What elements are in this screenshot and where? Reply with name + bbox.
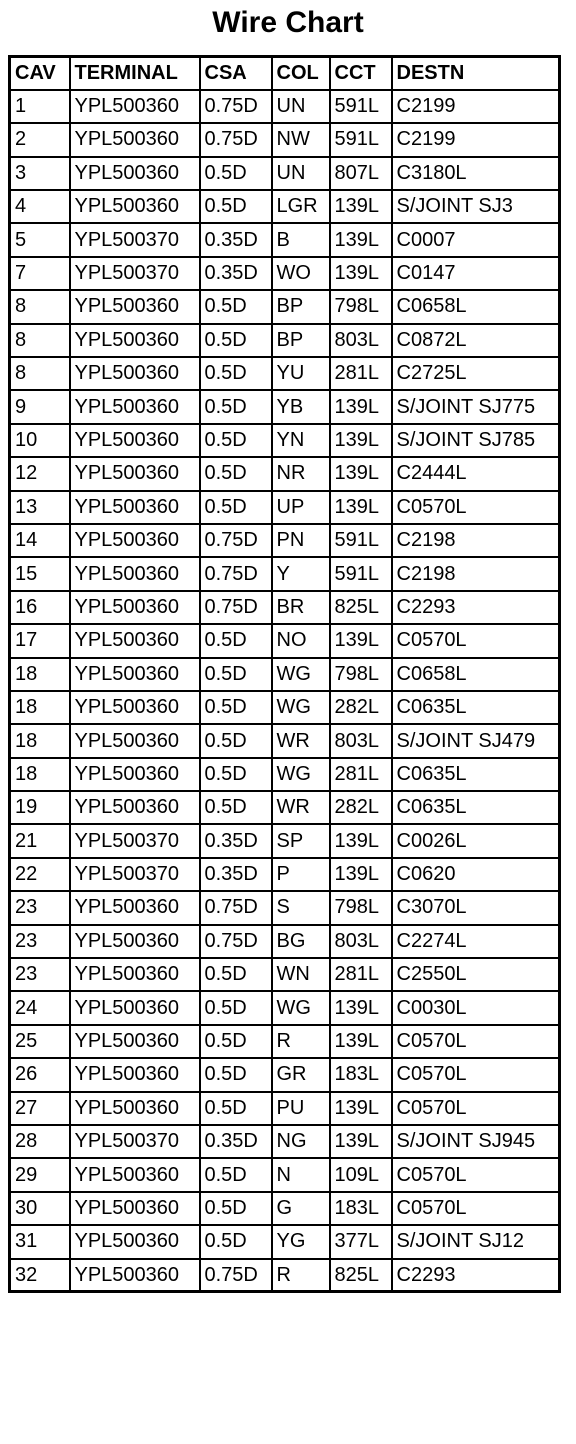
cell-cav: 25 — [10, 1025, 70, 1058]
table-row — [10, 791, 560, 824]
cell-cct: 377L — [330, 1225, 392, 1258]
table-row — [10, 190, 560, 223]
cell-destn: C0872L — [392, 324, 560, 357]
cell-col: BP — [272, 290, 330, 323]
cell-col: WG — [272, 691, 330, 724]
cell-csa: 0.75D — [200, 591, 272, 624]
cell-cct: 591L — [330, 90, 392, 123]
table-row — [10, 691, 560, 724]
cell-terminal: YPL500360 — [70, 457, 200, 490]
cell-cct: 139L — [330, 824, 392, 857]
cell-cct: 139L — [330, 1092, 392, 1125]
cell-cav: 18 — [10, 724, 70, 757]
cell-terminal: YPL500360 — [70, 557, 200, 590]
cell-cct: 803L — [330, 724, 392, 757]
cell-csa: 0.5D — [200, 958, 272, 991]
cell-cav: 2 — [10, 123, 70, 156]
cell-cct: 139L — [330, 390, 392, 423]
cell-csa: 0.5D — [200, 457, 272, 490]
cell-cct: 798L — [330, 891, 392, 924]
cell-csa: 0.75D — [200, 891, 272, 924]
cell-cct: 139L — [330, 424, 392, 457]
cell-csa: 0.5D — [200, 1025, 272, 1058]
cell-csa: 0.5D — [200, 1158, 272, 1191]
cell-cav: 24 — [10, 991, 70, 1024]
table-row — [10, 1092, 560, 1125]
cell-cav: 15 — [10, 557, 70, 590]
cell-col: B — [272, 223, 330, 256]
cell-cct: 282L — [330, 691, 392, 724]
cell-cct: 825L — [330, 591, 392, 624]
cell-col: G — [272, 1192, 330, 1225]
cell-col: UP — [272, 491, 330, 524]
cell-col: NO — [272, 624, 330, 657]
cell-destn: C0570L — [392, 1092, 560, 1125]
cell-destn: C2725L — [392, 357, 560, 390]
cell-destn: C0026L — [392, 824, 560, 857]
cell-terminal: YPL500370 — [70, 223, 200, 256]
cell-destn: C0030L — [392, 991, 560, 1024]
table-row — [10, 824, 560, 857]
cell-cav: 8 — [10, 357, 70, 390]
cell-csa: 0.75D — [200, 123, 272, 156]
cell-destn: C0635L — [392, 791, 560, 824]
cell-cav: 21 — [10, 824, 70, 857]
cell-cav: 8 — [10, 324, 70, 357]
cell-csa: 0.5D — [200, 624, 272, 657]
table-row — [10, 858, 560, 891]
cell-cct: 803L — [330, 324, 392, 357]
cell-csa: 0.35D — [200, 257, 272, 290]
cell-cav: 13 — [10, 491, 70, 524]
table-row — [10, 557, 560, 590]
cell-cav: 26 — [10, 1058, 70, 1091]
column-header-cav: CAV — [10, 57, 70, 90]
cell-csa: 0.5D — [200, 1092, 272, 1125]
cell-col: WO — [272, 257, 330, 290]
cell-col: SP — [272, 824, 330, 857]
cell-cav: 4 — [10, 190, 70, 223]
cell-terminal: YPL500360 — [70, 1225, 200, 1258]
table-row — [10, 257, 560, 290]
page-title: Wire Chart — [212, 6, 364, 39]
cell-csa: 0.35D — [200, 223, 272, 256]
cell-cct: 139L — [330, 1025, 392, 1058]
column-header-csa: CSA — [200, 57, 272, 90]
table-row — [10, 357, 560, 390]
cell-col: R — [272, 1025, 330, 1058]
cell-csa: 0.5D — [200, 491, 272, 524]
cell-destn: C2293 — [392, 1259, 560, 1292]
cell-terminal: YPL500360 — [70, 157, 200, 190]
cell-csa: 0.5D — [200, 1058, 272, 1091]
table-row — [10, 1192, 560, 1225]
cell-destn: S/JOINT SJ3 — [392, 190, 560, 223]
cell-cct: 139L — [330, 190, 392, 223]
cell-cct: 139L — [330, 624, 392, 657]
cell-cct: 139L — [330, 457, 392, 490]
table-row — [10, 524, 560, 557]
cell-col: NW — [272, 123, 330, 156]
cell-destn: C2274L — [392, 925, 560, 958]
cell-terminal: YPL500360 — [70, 1058, 200, 1091]
cell-terminal: YPL500360 — [70, 591, 200, 624]
cell-destn: C0658L — [392, 290, 560, 323]
header-row — [10, 57, 560, 90]
cell-destn: C0570L — [392, 1158, 560, 1191]
cell-cct: 282L — [330, 791, 392, 824]
table-row — [10, 1025, 560, 1058]
cell-col: BG — [272, 925, 330, 958]
cell-destn: C0570L — [392, 1025, 560, 1058]
cell-terminal: YPL500360 — [70, 925, 200, 958]
cell-cav: 1 — [10, 90, 70, 123]
table-row — [10, 1125, 560, 1158]
table-row — [10, 758, 560, 791]
cell-cct: 183L — [330, 1192, 392, 1225]
cell-csa: 0.5D — [200, 991, 272, 1024]
table-row — [10, 424, 560, 457]
cell-csa: 0.75D — [200, 925, 272, 958]
cell-cav: 5 — [10, 223, 70, 256]
cell-cav: 29 — [10, 1158, 70, 1191]
cell-terminal: YPL500360 — [70, 357, 200, 390]
table-row — [10, 1225, 560, 1258]
cell-terminal: YPL500360 — [70, 658, 200, 691]
column-header-cct: CCT — [330, 57, 392, 90]
table-row — [10, 724, 560, 757]
cell-col: GR — [272, 1058, 330, 1091]
cell-cct: 281L — [330, 958, 392, 991]
cell-col: WG — [272, 758, 330, 791]
table-row — [10, 958, 560, 991]
cell-destn: C2199 — [392, 90, 560, 123]
table-row — [10, 925, 560, 958]
cell-terminal: YPL500370 — [70, 257, 200, 290]
cell-destn: C0570L — [392, 624, 560, 657]
cell-cav: 23 — [10, 891, 70, 924]
cell-cct: 183L — [330, 1058, 392, 1091]
cell-cct: 139L — [330, 257, 392, 290]
cell-cav: 18 — [10, 758, 70, 791]
table-row — [10, 491, 560, 524]
cell-terminal: YPL500360 — [70, 90, 200, 123]
cell-cav: 32 — [10, 1259, 70, 1292]
cell-destn: C3070L — [392, 891, 560, 924]
cell-csa: 0.5D — [200, 390, 272, 423]
cell-cav: 23 — [10, 925, 70, 958]
cell-terminal: YPL500360 — [70, 791, 200, 824]
cell-terminal: YPL500360 — [70, 424, 200, 457]
cell-col: YU — [272, 357, 330, 390]
table-row — [10, 1058, 560, 1091]
cell-csa: 0.75D — [200, 524, 272, 557]
cell-cav: 17 — [10, 624, 70, 657]
cell-col: PU — [272, 1092, 330, 1125]
cell-destn: S/JOINT SJ775 — [392, 390, 560, 423]
cell-cav: 7 — [10, 257, 70, 290]
cell-csa: 0.5D — [200, 357, 272, 390]
cell-destn: S/JOINT SJ479 — [392, 724, 560, 757]
cell-cct: 591L — [330, 123, 392, 156]
cell-destn: C0658L — [392, 658, 560, 691]
cell-csa: 0.35D — [200, 824, 272, 857]
cell-terminal: YPL500360 — [70, 724, 200, 757]
cell-col: WN — [272, 958, 330, 991]
cell-cav: 10 — [10, 424, 70, 457]
cell-cav: 23 — [10, 958, 70, 991]
cell-terminal: YPL500360 — [70, 123, 200, 156]
cell-cct: 139L — [330, 858, 392, 891]
cell-col: WG — [272, 991, 330, 1024]
cell-terminal: YPL500360 — [70, 991, 200, 1024]
cell-terminal: YPL500360 — [70, 390, 200, 423]
cell-csa: 0.5D — [200, 658, 272, 691]
table-row — [10, 991, 560, 1024]
cell-col: BP — [272, 324, 330, 357]
cell-destn: C0570L — [392, 491, 560, 524]
cell-cct: 139L — [330, 991, 392, 1024]
cell-cav: 12 — [10, 457, 70, 490]
cell-terminal: YPL500370 — [70, 824, 200, 857]
cell-destn: C2198 — [392, 524, 560, 557]
table-row — [10, 658, 560, 691]
cell-col: S — [272, 891, 330, 924]
cell-col: WG — [272, 658, 330, 691]
cell-col: LGR — [272, 190, 330, 223]
cell-col: NR — [272, 457, 330, 490]
cell-csa: 0.5D — [200, 1225, 272, 1258]
cell-cct: 591L — [330, 557, 392, 590]
cell-destn: C0570L — [392, 1192, 560, 1225]
cell-cav: 28 — [10, 1125, 70, 1158]
table-row — [10, 891, 560, 924]
cell-csa: 0.5D — [200, 724, 272, 757]
cell-terminal: YPL500360 — [70, 290, 200, 323]
cell-csa: 0.5D — [200, 1192, 272, 1225]
cell-terminal: YPL500360 — [70, 324, 200, 357]
cell-col: NG — [272, 1125, 330, 1158]
cell-terminal: YPL500360 — [70, 1158, 200, 1191]
cell-cct: 807L — [330, 157, 392, 190]
cell-col: UN — [272, 90, 330, 123]
cell-destn: C0635L — [392, 758, 560, 791]
table-row — [10, 157, 560, 190]
cell-destn: C2198 — [392, 557, 560, 590]
cell-cct: 798L — [330, 290, 392, 323]
cell-col: UN — [272, 157, 330, 190]
cell-destn: C2550L — [392, 958, 560, 991]
cell-csa: 0.75D — [200, 1259, 272, 1292]
cell-terminal: YPL500360 — [70, 1092, 200, 1125]
table-row — [10, 390, 560, 423]
cell-cav: 16 — [10, 591, 70, 624]
cell-destn: C2444L — [392, 457, 560, 490]
cell-terminal: YPL500360 — [70, 958, 200, 991]
cell-cct: 139L — [330, 223, 392, 256]
cell-csa: 0.75D — [200, 557, 272, 590]
cell-csa: 0.5D — [200, 290, 272, 323]
cell-cav: 30 — [10, 1192, 70, 1225]
table-row — [10, 123, 560, 156]
cell-csa: 0.35D — [200, 858, 272, 891]
cell-terminal: YPL500360 — [70, 1192, 200, 1225]
cell-col: P — [272, 858, 330, 891]
cell-cct: 798L — [330, 658, 392, 691]
cell-col: YN — [272, 424, 330, 457]
cell-csa: 0.5D — [200, 691, 272, 724]
cell-terminal: YPL500360 — [70, 891, 200, 924]
column-header-col: COL — [272, 57, 330, 90]
cell-cav: 31 — [10, 1225, 70, 1258]
cell-col: Y — [272, 557, 330, 590]
cell-cct: 281L — [330, 357, 392, 390]
cell-destn: S/JOINT SJ945 — [392, 1125, 560, 1158]
table-body — [10, 90, 560, 1292]
cell-col: YG — [272, 1225, 330, 1258]
cell-col: BR — [272, 591, 330, 624]
cell-cct: 591L — [330, 524, 392, 557]
cell-cav: 3 — [10, 157, 70, 190]
table-header — [10, 57, 560, 90]
cell-destn: C0147 — [392, 257, 560, 290]
cell-cct: 139L — [330, 1125, 392, 1158]
cell-destn: C0007 — [392, 223, 560, 256]
table-row — [10, 324, 560, 357]
cell-destn: S/JOINT SJ785 — [392, 424, 560, 457]
cell-terminal: YPL500360 — [70, 190, 200, 223]
table-row — [10, 591, 560, 624]
cell-cct: 139L — [330, 491, 392, 524]
cell-cct: 803L — [330, 925, 392, 958]
cell-csa: 0.35D — [200, 1125, 272, 1158]
cell-terminal: YPL500360 — [70, 491, 200, 524]
cell-destn: C3180L — [392, 157, 560, 190]
cell-csa: 0.75D — [200, 90, 272, 123]
column-header-terminal: TERMINAL — [70, 57, 200, 90]
cell-col: WR — [272, 791, 330, 824]
cell-col: WR — [272, 724, 330, 757]
wire-chart-table — [8, 55, 561, 1293]
cell-col: R — [272, 1259, 330, 1292]
cell-terminal: YPL500370 — [70, 1125, 200, 1158]
cell-cav: 18 — [10, 658, 70, 691]
cell-destn: C2199 — [392, 123, 560, 156]
cell-destn: S/JOINT SJ12 — [392, 1225, 560, 1258]
cell-csa: 0.5D — [200, 190, 272, 223]
cell-terminal: YPL500360 — [70, 691, 200, 724]
cell-destn: C0570L — [392, 1058, 560, 1091]
cell-cav: 9 — [10, 390, 70, 423]
cell-cav: 19 — [10, 791, 70, 824]
cell-terminal: YPL500360 — [70, 1025, 200, 1058]
table-row — [10, 1158, 560, 1191]
cell-csa: 0.5D — [200, 424, 272, 457]
cell-csa: 0.5D — [200, 324, 272, 357]
table-row — [10, 223, 560, 256]
cell-destn: C0620 — [392, 858, 560, 891]
cell-col: YB — [272, 390, 330, 423]
cell-col: PN — [272, 524, 330, 557]
cell-csa: 0.5D — [200, 791, 272, 824]
table-row — [10, 90, 560, 123]
cell-cav: 22 — [10, 858, 70, 891]
cell-csa: 0.5D — [200, 758, 272, 791]
table-row — [10, 1259, 560, 1292]
cell-cav: 18 — [10, 691, 70, 724]
cell-cav: 8 — [10, 290, 70, 323]
table-row — [10, 624, 560, 657]
cell-col: N — [272, 1158, 330, 1191]
cell-csa: 0.5D — [200, 157, 272, 190]
cell-destn: C0635L — [392, 691, 560, 724]
cell-destn: C2293 — [392, 591, 560, 624]
table-row — [10, 290, 560, 323]
cell-terminal: YPL500360 — [70, 524, 200, 557]
cell-terminal: YPL500360 — [70, 758, 200, 791]
cell-terminal: YPL500360 — [70, 1259, 200, 1292]
cell-terminal: YPL500360 — [70, 624, 200, 657]
cell-cav: 14 — [10, 524, 70, 557]
cell-cct: 281L — [330, 758, 392, 791]
cell-cav: 27 — [10, 1092, 70, 1125]
cell-terminal: YPL500370 — [70, 858, 200, 891]
table-row — [10, 457, 560, 490]
column-header-destn: DESTN — [392, 57, 560, 90]
cell-cct: 825L — [330, 1259, 392, 1292]
cell-cct: 109L — [330, 1158, 392, 1191]
